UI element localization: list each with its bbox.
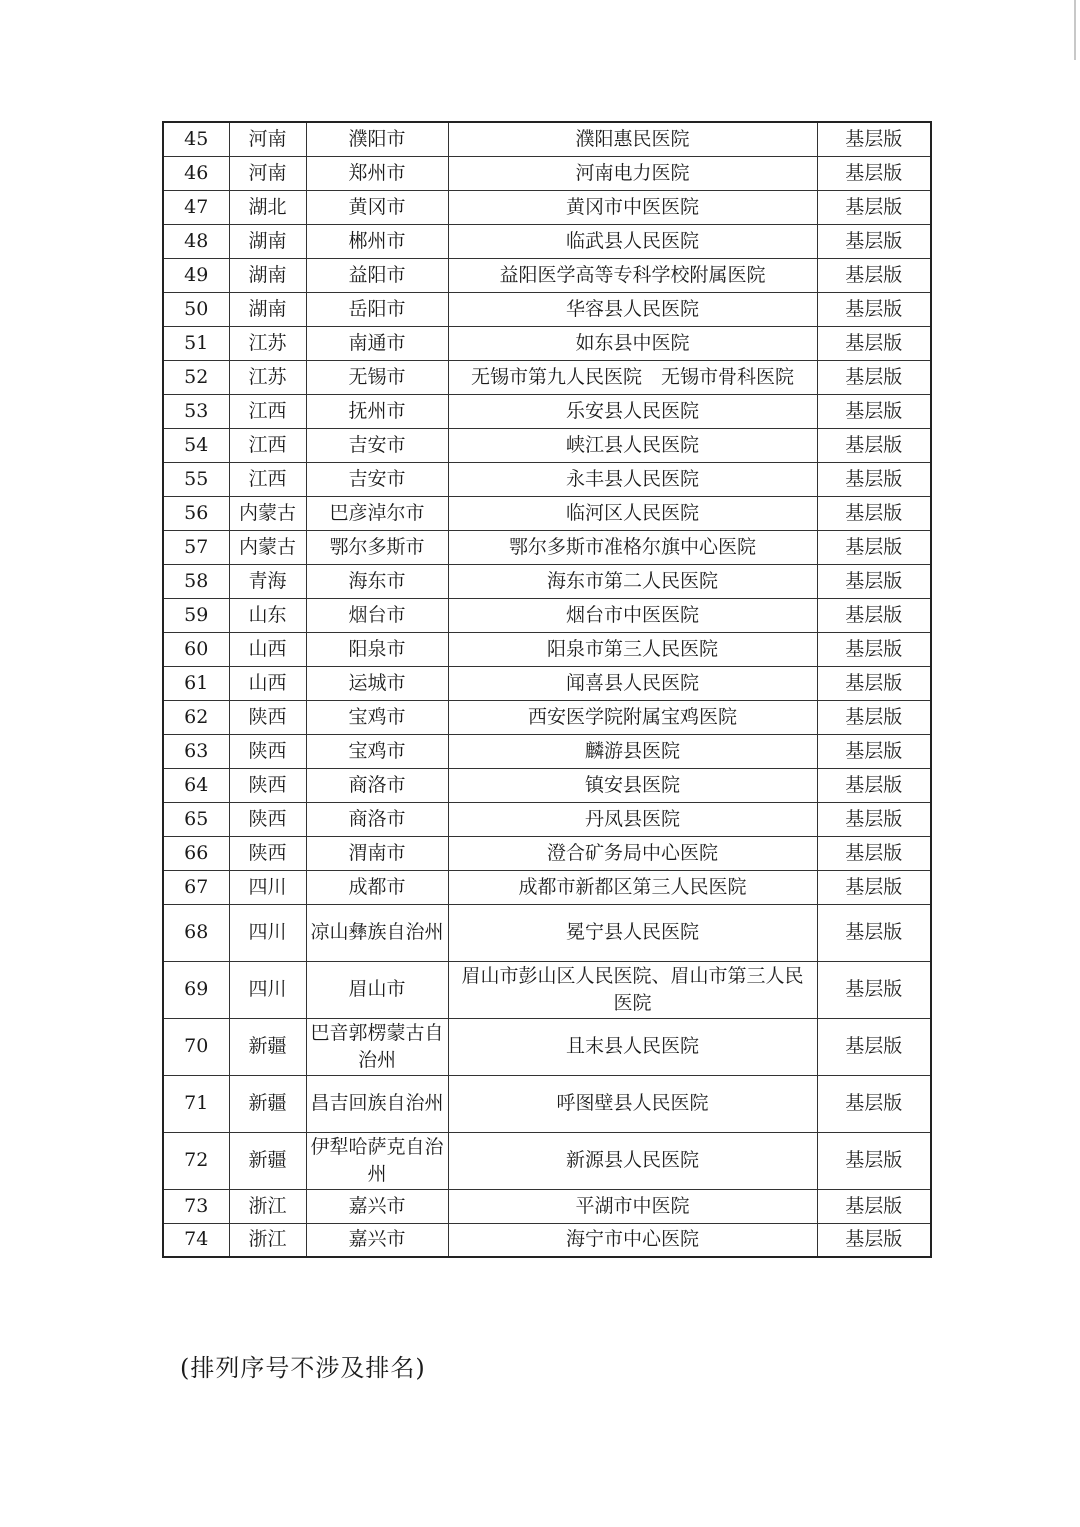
city-cell: 鄂尔多斯市 bbox=[306, 530, 448, 564]
version-cell: 基层版 bbox=[817, 530, 931, 564]
province-cell: 新疆 bbox=[229, 1018, 306, 1075]
city-cell: 郑州市 bbox=[306, 156, 448, 190]
province-cell: 江西 bbox=[229, 428, 306, 462]
table-row bbox=[163, 190, 931, 224]
footnote: (排列序号不涉及排名) bbox=[180, 1354, 426, 1382]
city-cell: 郴州市 bbox=[306, 224, 448, 258]
city-cell: 南通市 bbox=[306, 326, 448, 360]
table-row bbox=[163, 802, 931, 836]
hospital-name-cell: 冕宁县人民医院 bbox=[448, 904, 817, 961]
version-cell: 基层版 bbox=[817, 1075, 931, 1132]
hospital-name-cell: 新源县人民医院 bbox=[448, 1132, 817, 1189]
hospital-list-table bbox=[162, 121, 932, 1258]
table-row bbox=[163, 122, 931, 156]
city-cell: 吉安市 bbox=[306, 428, 448, 462]
row-number-cell: 56 bbox=[163, 496, 229, 530]
city-cell: 宝鸡市 bbox=[306, 734, 448, 768]
version-cell: 基层版 bbox=[817, 836, 931, 870]
city-cell: 巴音郭楞蒙古自治州 bbox=[306, 1018, 448, 1075]
table-row bbox=[163, 1223, 931, 1257]
table-row bbox=[163, 836, 931, 870]
province-cell: 湖南 bbox=[229, 224, 306, 258]
table-row bbox=[163, 224, 931, 258]
city-cell: 吉安市 bbox=[306, 462, 448, 496]
hospital-name-cell: 鄂尔多斯市准格尔旗中心医院 bbox=[448, 530, 817, 564]
row-number-cell: 63 bbox=[163, 734, 229, 768]
city-cell: 无锡市 bbox=[306, 360, 448, 394]
hospital-name-cell: 无锡市第九人民医院 无锡市骨科医院 bbox=[448, 360, 817, 394]
province-cell: 陕西 bbox=[229, 836, 306, 870]
table-row bbox=[163, 530, 931, 564]
table-row bbox=[163, 598, 931, 632]
row-number-cell: 64 bbox=[163, 768, 229, 802]
version-cell: 基层版 bbox=[817, 734, 931, 768]
hospital-name-cell: 丹凤县医院 bbox=[448, 802, 817, 836]
city-cell: 阳泉市 bbox=[306, 632, 448, 666]
hospital-name-cell: 河南电力医院 bbox=[448, 156, 817, 190]
version-cell: 基层版 bbox=[817, 802, 931, 836]
row-number-cell: 53 bbox=[163, 394, 229, 428]
table-row bbox=[163, 734, 931, 768]
hospital-name-cell: 平湖市中医院 bbox=[448, 1189, 817, 1223]
row-number-cell: 59 bbox=[163, 598, 229, 632]
province-cell: 浙江 bbox=[229, 1223, 306, 1257]
version-cell: 基层版 bbox=[817, 292, 931, 326]
table-row bbox=[163, 1075, 931, 1132]
city-cell: 凉山彝族自治州 bbox=[306, 904, 448, 961]
province-cell: 山东 bbox=[229, 598, 306, 632]
hospital-name-cell: 临武县人民医院 bbox=[448, 224, 817, 258]
version-cell: 基层版 bbox=[817, 224, 931, 258]
row-number-cell: 66 bbox=[163, 836, 229, 870]
province-cell: 陕西 bbox=[229, 734, 306, 768]
table-row bbox=[163, 292, 931, 326]
table-row bbox=[163, 564, 931, 598]
hospital-name-cell: 闻喜县人民医院 bbox=[448, 666, 817, 700]
city-cell: 岳阳市 bbox=[306, 292, 448, 326]
version-cell: 基层版 bbox=[817, 666, 931, 700]
hospital-name-cell: 益阳医学高等专科学校附属医院 bbox=[448, 258, 817, 292]
hospital-name-cell: 黄冈市中医医院 bbox=[448, 190, 817, 224]
row-number-cell: 69 bbox=[163, 961, 229, 1018]
table-row bbox=[163, 1189, 931, 1223]
hospital-name-cell: 阳泉市第三人民医院 bbox=[448, 632, 817, 666]
scan-edge-mark bbox=[1074, 0, 1076, 60]
row-number-cell: 71 bbox=[163, 1075, 229, 1132]
province-cell: 河南 bbox=[229, 122, 306, 156]
row-number-cell: 54 bbox=[163, 428, 229, 462]
version-cell: 基层版 bbox=[817, 428, 931, 462]
province-cell: 江西 bbox=[229, 462, 306, 496]
version-cell: 基层版 bbox=[817, 1018, 931, 1075]
row-number-cell: 49 bbox=[163, 258, 229, 292]
table-row bbox=[163, 904, 931, 961]
row-number-cell: 72 bbox=[163, 1132, 229, 1189]
table-row bbox=[163, 632, 931, 666]
hospital-name-cell: 烟台市中医医院 bbox=[448, 598, 817, 632]
province-cell: 湖南 bbox=[229, 292, 306, 326]
hospital-name-cell: 华容县人民医院 bbox=[448, 292, 817, 326]
province-cell: 陕西 bbox=[229, 768, 306, 802]
table-row bbox=[163, 1018, 931, 1075]
city-cell: 成都市 bbox=[306, 870, 448, 904]
province-cell: 新疆 bbox=[229, 1075, 306, 1132]
hospital-name-cell: 澄合矿务局中心医院 bbox=[448, 836, 817, 870]
table-row bbox=[163, 360, 931, 394]
city-cell: 海东市 bbox=[306, 564, 448, 598]
city-cell: 商洛市 bbox=[306, 768, 448, 802]
row-number-cell: 68 bbox=[163, 904, 229, 961]
hospital-name-cell: 如东县中医院 bbox=[448, 326, 817, 360]
province-cell: 江西 bbox=[229, 394, 306, 428]
row-number-cell: 48 bbox=[163, 224, 229, 258]
version-cell: 基层版 bbox=[817, 700, 931, 734]
version-cell: 基层版 bbox=[817, 258, 931, 292]
city-cell: 益阳市 bbox=[306, 258, 448, 292]
city-cell: 渭南市 bbox=[306, 836, 448, 870]
city-cell: 伊犁哈萨克自治州 bbox=[306, 1132, 448, 1189]
province-cell: 新疆 bbox=[229, 1132, 306, 1189]
city-cell: 眉山市 bbox=[306, 961, 448, 1018]
province-cell: 江苏 bbox=[229, 360, 306, 394]
hospital-name-cell: 峡江县人民医院 bbox=[448, 428, 817, 462]
version-cell: 基层版 bbox=[817, 360, 931, 394]
row-number-cell: 50 bbox=[163, 292, 229, 326]
city-cell: 商洛市 bbox=[306, 802, 448, 836]
table-row bbox=[163, 1132, 931, 1189]
hospital-list-table-container bbox=[162, 121, 930, 1258]
province-cell: 河南 bbox=[229, 156, 306, 190]
city-cell: 昌吉回族自治州 bbox=[306, 1075, 448, 1132]
table-row bbox=[163, 462, 931, 496]
province-cell: 四川 bbox=[229, 961, 306, 1018]
hospital-name-cell: 且末县人民医院 bbox=[448, 1018, 817, 1075]
hospital-name-cell: 成都市新都区第三人民医院 bbox=[448, 870, 817, 904]
table-row bbox=[163, 870, 931, 904]
city-cell: 烟台市 bbox=[306, 598, 448, 632]
row-number-cell: 73 bbox=[163, 1189, 229, 1223]
row-number-cell: 51 bbox=[163, 326, 229, 360]
province-cell: 浙江 bbox=[229, 1189, 306, 1223]
hospital-name-cell: 眉山市彭山区人民医院、眉山市第三人民医院 bbox=[448, 961, 817, 1018]
version-cell: 基层版 bbox=[817, 1132, 931, 1189]
hospital-name-cell: 濮阳惠民医院 bbox=[448, 122, 817, 156]
row-number-cell: 57 bbox=[163, 530, 229, 564]
table-row bbox=[163, 961, 931, 1018]
province-cell: 内蒙古 bbox=[229, 496, 306, 530]
province-cell: 江苏 bbox=[229, 326, 306, 360]
city-cell: 嘉兴市 bbox=[306, 1189, 448, 1223]
row-number-cell: 55 bbox=[163, 462, 229, 496]
version-cell: 基层版 bbox=[817, 462, 931, 496]
row-number-cell: 65 bbox=[163, 802, 229, 836]
table-row bbox=[163, 156, 931, 190]
version-cell: 基层版 bbox=[817, 190, 931, 224]
province-cell: 四川 bbox=[229, 870, 306, 904]
hospital-name-cell: 临河区人民医院 bbox=[448, 496, 817, 530]
table-row bbox=[163, 428, 931, 462]
city-cell: 抚州市 bbox=[306, 394, 448, 428]
version-cell: 基层版 bbox=[817, 598, 931, 632]
hospital-name-cell: 镇安县医院 bbox=[448, 768, 817, 802]
table-row bbox=[163, 326, 931, 360]
hospital-name-cell: 永丰县人民医院 bbox=[448, 462, 817, 496]
row-number-cell: 61 bbox=[163, 666, 229, 700]
city-cell: 嘉兴市 bbox=[306, 1223, 448, 1257]
row-number-cell: 52 bbox=[163, 360, 229, 394]
version-cell: 基层版 bbox=[817, 1223, 931, 1257]
version-cell: 基层版 bbox=[817, 904, 931, 961]
row-number-cell: 58 bbox=[163, 564, 229, 598]
city-cell: 宝鸡市 bbox=[306, 700, 448, 734]
province-cell: 山西 bbox=[229, 632, 306, 666]
version-cell: 基层版 bbox=[817, 122, 931, 156]
row-number-cell: 67 bbox=[163, 870, 229, 904]
province-cell: 陕西 bbox=[229, 802, 306, 836]
row-number-cell: 60 bbox=[163, 632, 229, 666]
hospital-name-cell: 麟游县医院 bbox=[448, 734, 817, 768]
version-cell: 基层版 bbox=[817, 156, 931, 190]
province-cell: 山西 bbox=[229, 666, 306, 700]
version-cell: 基层版 bbox=[817, 394, 931, 428]
hospital-name-cell: 呼图壁县人民医院 bbox=[448, 1075, 817, 1132]
row-number-cell: 45 bbox=[163, 122, 229, 156]
version-cell: 基层版 bbox=[817, 1189, 931, 1223]
row-number-cell: 70 bbox=[163, 1018, 229, 1075]
version-cell: 基层版 bbox=[817, 326, 931, 360]
hospital-name-cell: 乐安县人民医院 bbox=[448, 394, 817, 428]
row-number-cell: 46 bbox=[163, 156, 229, 190]
province-cell: 青海 bbox=[229, 564, 306, 598]
province-cell: 内蒙古 bbox=[229, 530, 306, 564]
table-row bbox=[163, 768, 931, 802]
table-body bbox=[163, 122, 931, 1257]
hospital-name-cell: 海宁市中心医院 bbox=[448, 1223, 817, 1257]
version-cell: 基层版 bbox=[817, 496, 931, 530]
version-cell: 基层版 bbox=[817, 768, 931, 802]
version-cell: 基层版 bbox=[817, 870, 931, 904]
table-row bbox=[163, 258, 931, 292]
version-cell: 基层版 bbox=[817, 961, 931, 1018]
row-number-cell: 47 bbox=[163, 190, 229, 224]
table-row bbox=[163, 394, 931, 428]
row-number-cell: 62 bbox=[163, 700, 229, 734]
version-cell: 基层版 bbox=[817, 632, 931, 666]
city-cell: 巴彦淖尔市 bbox=[306, 496, 448, 530]
province-cell: 陕西 bbox=[229, 700, 306, 734]
city-cell: 运城市 bbox=[306, 666, 448, 700]
city-cell: 濮阳市 bbox=[306, 122, 448, 156]
table-row bbox=[163, 666, 931, 700]
row-number-cell: 74 bbox=[163, 1223, 229, 1257]
province-cell: 湖南 bbox=[229, 258, 306, 292]
hospital-name-cell: 西安医学院附属宝鸡医院 bbox=[448, 700, 817, 734]
city-cell: 黄冈市 bbox=[306, 190, 448, 224]
province-cell: 湖北 bbox=[229, 190, 306, 224]
version-cell: 基层版 bbox=[817, 564, 931, 598]
table-row bbox=[163, 700, 931, 734]
hospital-name-cell: 海东市第二人民医院 bbox=[448, 564, 817, 598]
table-row bbox=[163, 496, 931, 530]
province-cell: 四川 bbox=[229, 904, 306, 961]
